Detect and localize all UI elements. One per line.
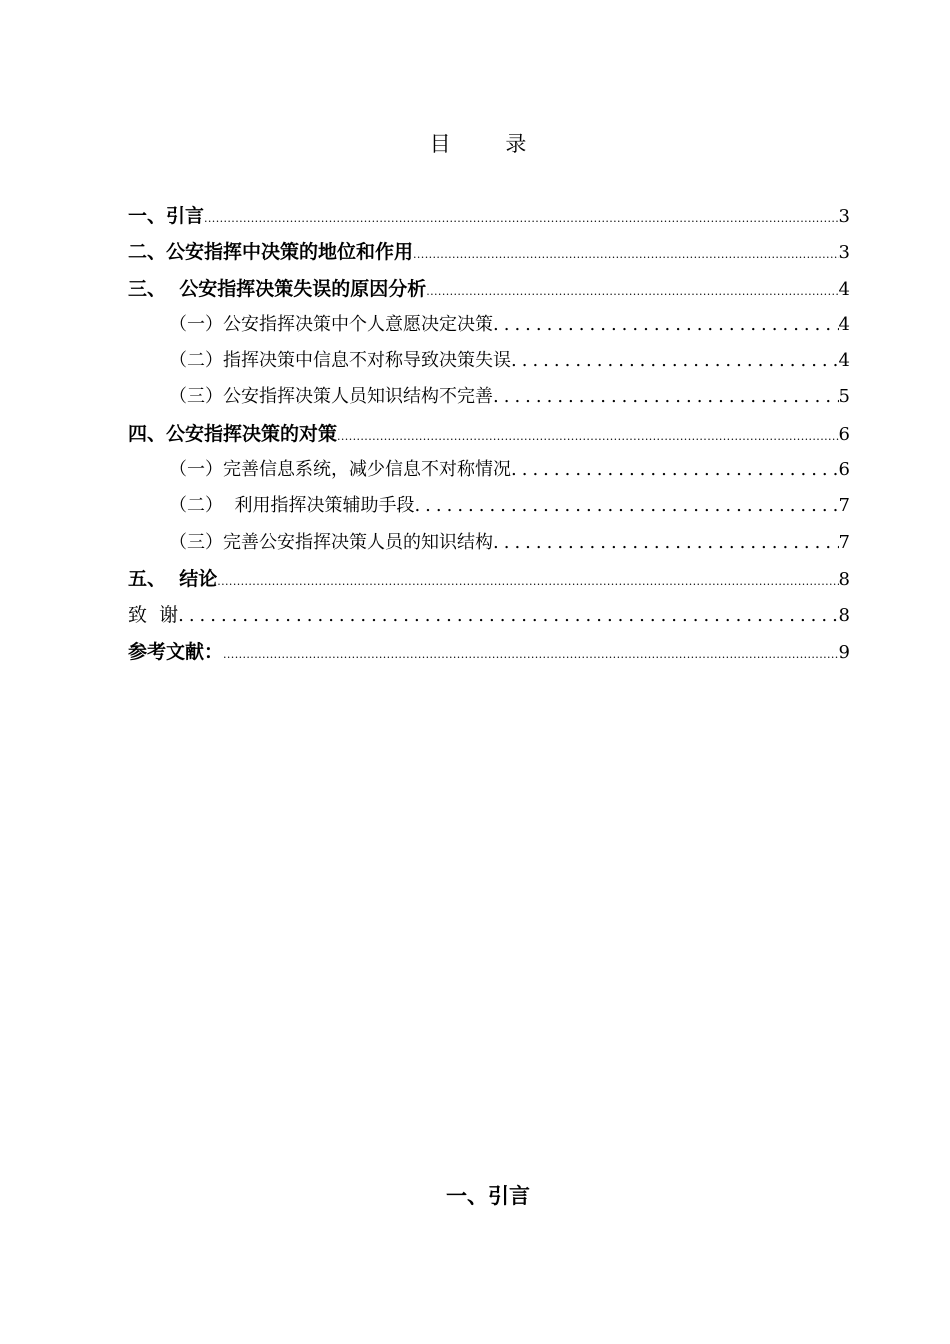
toc-page-number: 8 (838, 605, 850, 627)
toc-entry-label: （二） 利用指挥决策辅助手段 (169, 495, 415, 517)
toc-entry-cause-3[interactable] (128, 379, 850, 415)
toc-entry-measure-2[interactable] (128, 488, 850, 524)
toc-entry-label: 致 谢 (128, 604, 179, 627)
toc-page-number: 8 (838, 568, 850, 590)
toc-page-number: 6 (838, 423, 850, 445)
toc-leader-dots (178, 598, 838, 634)
toc-entry-introduction[interactable] (128, 198, 850, 234)
toc-entry-label: 四、公安指挥决策的对策 (128, 422, 338, 445)
toc-entry-label: 参考文献： (128, 640, 224, 663)
toc-page-number: 9 (838, 641, 850, 663)
toc-leader-dots (337, 419, 839, 455)
toc-entry-label: （三）完善公安指挥决策人员的知识结构 (169, 531, 493, 553)
toc-leader-dots (493, 307, 839, 343)
toc-entry-label: （一）公安指挥决策中个人意愿决定决策 (169, 313, 493, 335)
toc-entry-measure-3[interactable] (128, 525, 850, 561)
toc-page-number: 7 (838, 531, 850, 553)
toc-leader-dots (223, 637, 839, 673)
toc-entry-conclusion[interactable] (128, 561, 850, 597)
toc-page-number: 4 (838, 313, 850, 335)
toc-entry-label: 二、公安指挥中决策的地位和作用 (128, 241, 414, 264)
toc-leader-dots (426, 274, 838, 310)
toc-leader-dots (511, 452, 839, 488)
section-heading: 一、引言 (446, 1184, 530, 1208)
toc-title: 目 录 (429, 132, 551, 156)
toc-entry-cause-1[interactable] (128, 307, 850, 343)
toc-leader-dots (493, 525, 839, 561)
toc-entry-label: 五、 结论 (128, 567, 218, 590)
toc-page-number: 4 (838, 350, 850, 372)
toc-entry-acknowledgements[interactable] (128, 597, 850, 633)
toc-page-number: 6 (838, 459, 850, 481)
toc-entry-countermeasures[interactable] (128, 416, 850, 452)
toc-entry-measure-1[interactable] (128, 452, 850, 488)
toc-leader-dots (413, 237, 839, 273)
toc-page-number: 5 (838, 386, 850, 408)
toc-leader-dots (511, 343, 839, 379)
toc-page-number: 3 (838, 206, 850, 227)
toc-entry-role[interactable] (128, 234, 850, 270)
toc-entry-cause-2[interactable] (128, 343, 850, 379)
toc-leader-dots (217, 564, 838, 600)
toc-page-number: 4 (838, 278, 850, 300)
table-of-contents (128, 198, 850, 670)
toc-entry-label: 三、 公安指挥决策失误的原因分析 (128, 277, 427, 300)
toc-entry-label: （一）完善信息系统，减少信息不对称情况 (169, 459, 511, 481)
toc-entry-causes[interactable] (128, 271, 850, 307)
toc-entry-references[interactable] (128, 634, 850, 670)
toc-leader-dots (493, 379, 839, 415)
toc-leader-dots (414, 488, 838, 524)
toc-entry-label: （三）公安指挥决策人员知识结构不完善 (169, 386, 493, 408)
toc-page-number: 7 (838, 495, 850, 517)
toc-page-number: 3 (838, 242, 850, 264)
toc-entry-label: （二）指挥决策中信息不对称导致决策失误 (169, 350, 511, 372)
toc-entry-label: 一、引言 (128, 205, 205, 227)
toc-leader-dots (204, 201, 839, 237)
